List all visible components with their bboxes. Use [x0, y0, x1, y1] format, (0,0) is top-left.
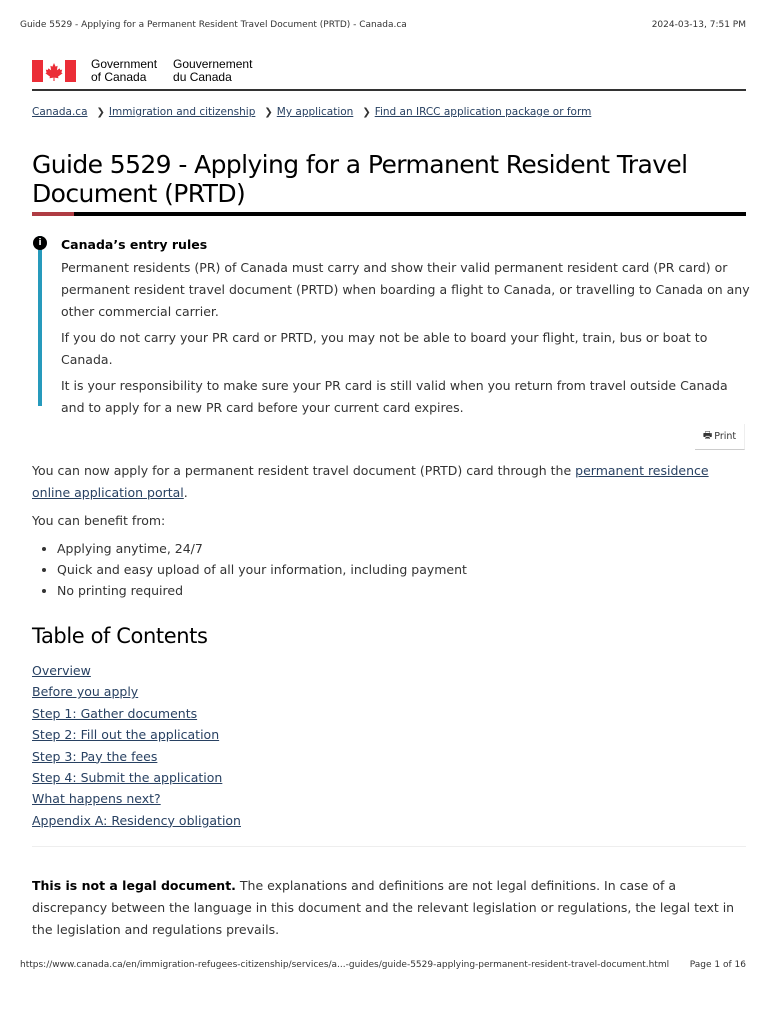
- online-portal-link[interactable]: permanent residence online application portal: [32, 463, 709, 500]
- breadcrumb: [32, 106, 591, 118]
- alert-paragraph: It is your responsibility to make sure your PR card is still valid when you return from travel outside Canada and to apply for a new PR card before your current card expires.: [61, 378, 728, 415]
- legal-notice: [32, 875, 746, 941]
- intro-section: [32, 460, 746, 601]
- legal-notice-text: The explanations and definitions are not legal definitions. In case of a discrepancy between the language in this document and the relevant legislation or regulations, the legal text in the legislation and regulations prevails.: [32, 877, 735, 937]
- benefit-lead: You can benefit from:: [32, 513, 166, 528]
- toc-link-step-2[interactable]: Step 2: Fill out the application: [32, 727, 220, 743]
- toc-link-before-you-apply[interactable]: Before you apply: [32, 684, 139, 700]
- benefits-list: [32, 538, 746, 601]
- toc-link-overview[interactable]: Overview: [32, 663, 91, 678]
- toc-link-step-4[interactable]: Step 4: Submit the application: [32, 770, 223, 786]
- alert-title: Canada’s entry rules: [61, 237, 208, 252]
- header-rule: [32, 89, 746, 91]
- alert-paragraph: Permanent residents (PR) of Canada must carry and show their valid permanent resident card (PR card) or permanent resident travel document (PRTD) when boarding a flight to Canada, or travelling to Canada on any other commercial carrier.: [61, 260, 750, 319]
- chevron-right-icon: ❯: [96, 106, 105, 118]
- list-item: • Applying anytime, 24/7: [57, 538, 746, 559]
- chevron-right-icon: ❯: [264, 106, 273, 118]
- print-footer-url: https://www.canada.ca/en/immigration-refugees-citizenship/services/a...-guides/guide-5529-applying-permanent-resident-travel-document.html: [20, 960, 670, 970]
- print-footer-page: Page 1 of 16: [689, 960, 746, 970]
- list-item: • No printing required: [57, 580, 746, 601]
- print-header-title: Guide 5529 - Applying for a Permanent Resident Travel Document (PRTD) - Canada.ca: [20, 20, 407, 30]
- breadcrumb-my-application[interactable]: My application: [276, 106, 354, 118]
- breadcrumb-canada-ca[interactable]: Canada.ca: [32, 106, 88, 118]
- print-header-datetime: 2024-03-13, 7:51 PM: [651, 20, 746, 30]
- page-title: Guide 5529 - Applying for a Permanent Resident Travel Document (PRTD): [32, 150, 688, 208]
- print-button[interactable]: [695, 424, 745, 450]
- print-header: [20, 20, 746, 30]
- title-accent-bar: [32, 212, 74, 216]
- government-signature[interactable]: [32, 58, 252, 84]
- entry-rules-alert: [61, 234, 751, 423]
- table-of-contents: [32, 660, 241, 831]
- toc-link-step-1[interactable]: Step 1: Gather documents: [32, 705, 198, 721]
- canada-flag-icon: [32, 60, 76, 82]
- alert-accent-bar: [38, 236, 42, 406]
- list-item: • Quick and easy upload of all your information, including payment: [57, 559, 746, 580]
- title-underline: [32, 212, 746, 216]
- intro-paragraph: You can now apply for a permanent resident travel document (PRTD) card through the permanent residence online application portal.: [32, 463, 709, 500]
- section-divider: [32, 846, 746, 847]
- breadcrumb-immigration-citizenship[interactable]: Immigration and citizenship: [108, 106, 256, 118]
- info-icon: i: [33, 236, 47, 250]
- print-button-label: Print: [714, 431, 737, 442]
- toc-link-step-3[interactable]: Step 3: Pay the fees: [32, 748, 158, 764]
- print-footer: [20, 960, 746, 970]
- toc-link-what-happens-next[interactable]: What happens next?: [32, 791, 161, 807]
- breadcrumb-find-application-package[interactable]: Find an IRCC application package or form: [374, 106, 592, 118]
- toc-heading: Table of Contents: [32, 624, 208, 648]
- signature-english: Government of Canada: [91, 57, 158, 84]
- toc-link-appendix-a[interactable]: Appendix A: Residency obligation: [32, 812, 241, 828]
- chevron-right-icon: ❯: [362, 106, 371, 118]
- signature-french: Gouvernement du Canada: [173, 57, 253, 84]
- alert-paragraph: If you do not carry your PR card or PRTD, you may not be able to board your flight, train, bus or boat to Canada.: [61, 330, 708, 367]
- legal-notice-bold: This is not a legal document.: [32, 877, 236, 893]
- printer-icon: 🖶: [702, 430, 713, 441]
